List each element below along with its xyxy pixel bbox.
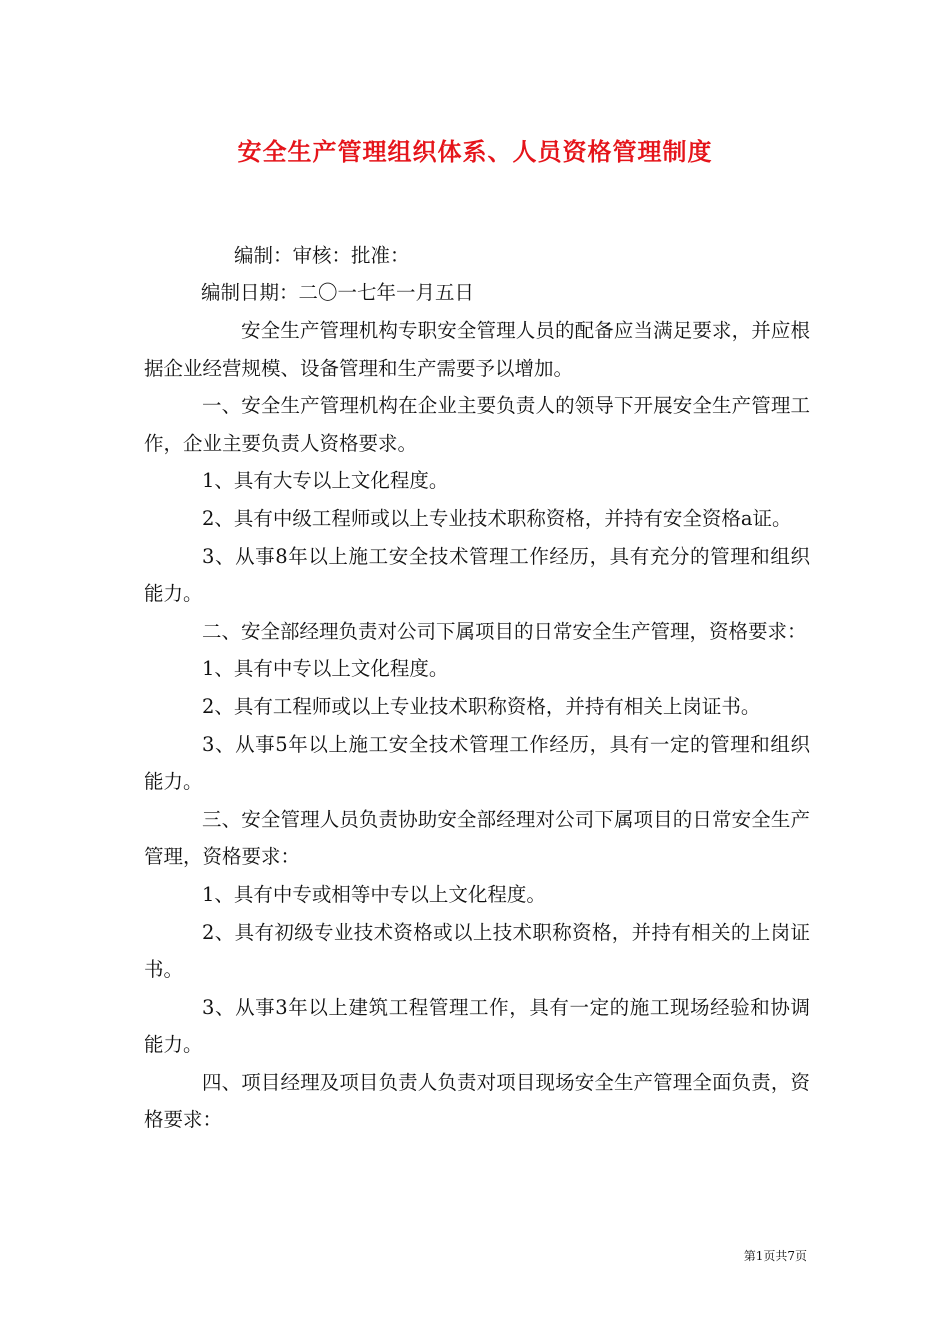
section-heading: 二、安全部经理负责对公司下属项目的日常安全生产管理，资格要求： [202,619,807,643]
document-title: 安全生产管理组织体系、人员资格管理制度 [237,137,713,166]
paragraph: 安全生产管理机构专职安全管理人员的配备应当满足要求，并应根据企业经营规模、设备管理和生产需要予以增加。 [144,319,810,380]
list-item: 1、具有中专或相等中专以上文化程度。 [202,882,546,906]
list-item: 3、从事3年以上建筑工程管理工作，具有一定的施工现场经验和协调能力。 [144,995,810,1057]
section-heading: 三、安全管理人员负责协助安全部经理对公司下属项目的日常安全生产管理，资格要求： [144,807,810,869]
list-item: 2、具有中级工程师或以上专业技术职称资格，并持有安全资格a证。 [202,506,792,530]
page-number: 第1页共7页 [743,1249,807,1263]
compile-date-line: 编制日期：二〇一七年一月五日 [201,281,475,304]
section-heading: 一、安全生产管理机构在企业主要负责人的领导下开展安全生产管理工作，企业主要负责人资格要求。 [144,394,810,455]
document-body [144,312,810,1139]
list-item: 2、具有工程师或以上专业技术职称资格，并持有相关上岗证书。 [202,694,761,718]
list-item: 1、具有中专以上文化程度。 [202,657,449,681]
list-item: 1、具有大专以上文化程度。 [202,469,449,493]
approval-line: 编制：审核：批准： [234,244,410,267]
section-heading: 四、项目经理及项目负责人负责对项目现场安全生产管理全面负责，资格要求： [144,1070,810,1132]
list-item: 3、从事5年以上施工安全技术管理工作经历，具有一定的管理和组织能力。 [144,732,810,794]
list-item: 3、从事8年以上施工安全技术管理工作经历，具有充分的管理和组织能力。 [144,544,810,606]
list-item: 2、具有初级专业技术资格或以上技术职称资格，并持有相关的上岗证书。 [144,920,810,982]
